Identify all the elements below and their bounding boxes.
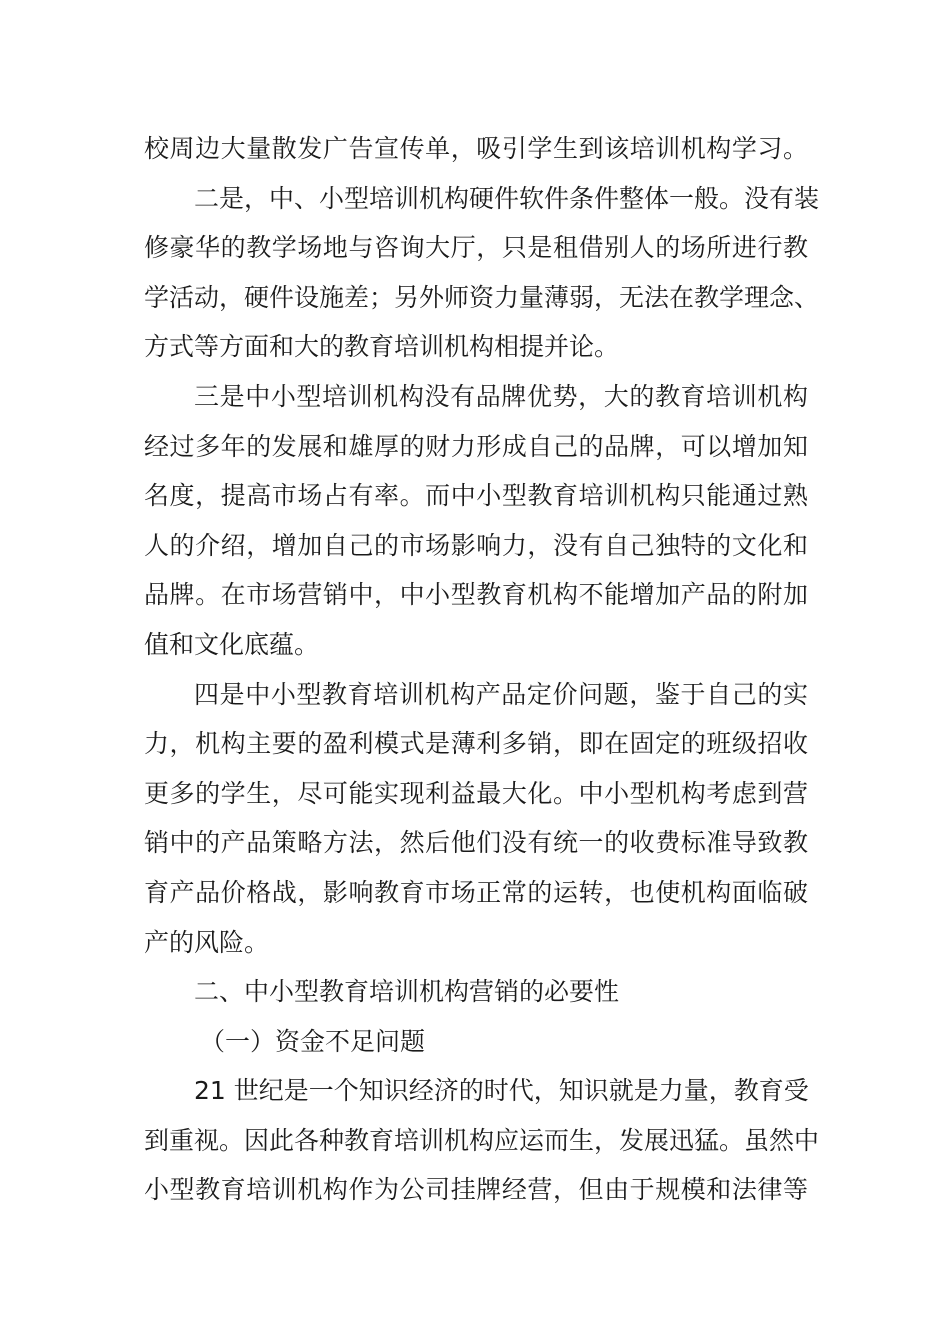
text-line: 销中的产品策略方法，然后他们没有统一的收费标准导致教 [144, 828, 808, 858]
text-line: 更多的学生，尽可能实现利益最大化。中小型机构考虑到营 [144, 778, 808, 808]
paragraph-last-line: 产的风险。 [144, 927, 270, 957]
section-heading: 二、中小型教育培训机构营销的必要性 [194, 977, 620, 1007]
text-line: 学活动，硬件设施差；另外师资力量薄弱，无法在教学理念、 [144, 282, 820, 312]
paragraph-last-line: 方式等方面和大的教育培训机构相提并论。 [144, 332, 620, 362]
paragraph-first-line: 四是中小型教育培训机构产品定价问题，鉴于自己的实 [194, 679, 808, 709]
paragraph-first-line: 三是中小型培训机构没有品牌优势，大的教育培训机构 [194, 381, 808, 411]
text-line: 修豪华的教学场地与咨询大厅，只是租借别人的场所进行教 [144, 233, 808, 263]
text-line: 品牌。在市场营销中，中小型教育机构不能增加产品的附加 [144, 580, 808, 610]
text-line: 育产品价格战，影响教育市场正常的运转，也使机构面临破 [144, 877, 808, 907]
text-line: 名度，提高市场占有率。而中小型教育培训机构只能通过熟 [144, 481, 808, 511]
text-line: 校周边大量散发广告宣传单，吸引学生到该培训机构学习。 [144, 134, 808, 163]
body-text [144, 124, 820, 1215]
paragraph-first-line: 二是，中、小型培训机构硬件软件条件整体一般。没有装 [194, 183, 820, 213]
text-line: 人的介绍，增加自己的市场影响力，没有自己独特的文化和 [144, 530, 808, 560]
text-line: 到重视。因此各种教育培训机构应运而生，发展迅猛。虽然中 [144, 1125, 820, 1155]
text-line: 小型教育培训机构作为公司挂牌经营，但由于规模和法律等 [144, 1175, 808, 1205]
subsection-heading: （一）资金不足问题 [200, 1026, 426, 1056]
text-line: 经过多年的发展和雄厚的财力形成自己的品牌，可以增加知 [144, 431, 808, 461]
paragraph-first-line: 21 世纪是一个知识经济的时代，知识就是力量，教育受 [194, 1076, 809, 1106]
text-line: 力，机构主要的盈利模式是薄利多销，即在固定的班级招收 [144, 729, 808, 759]
paragraph-last-line: 值和文化底蕴。 [144, 629, 320, 659]
